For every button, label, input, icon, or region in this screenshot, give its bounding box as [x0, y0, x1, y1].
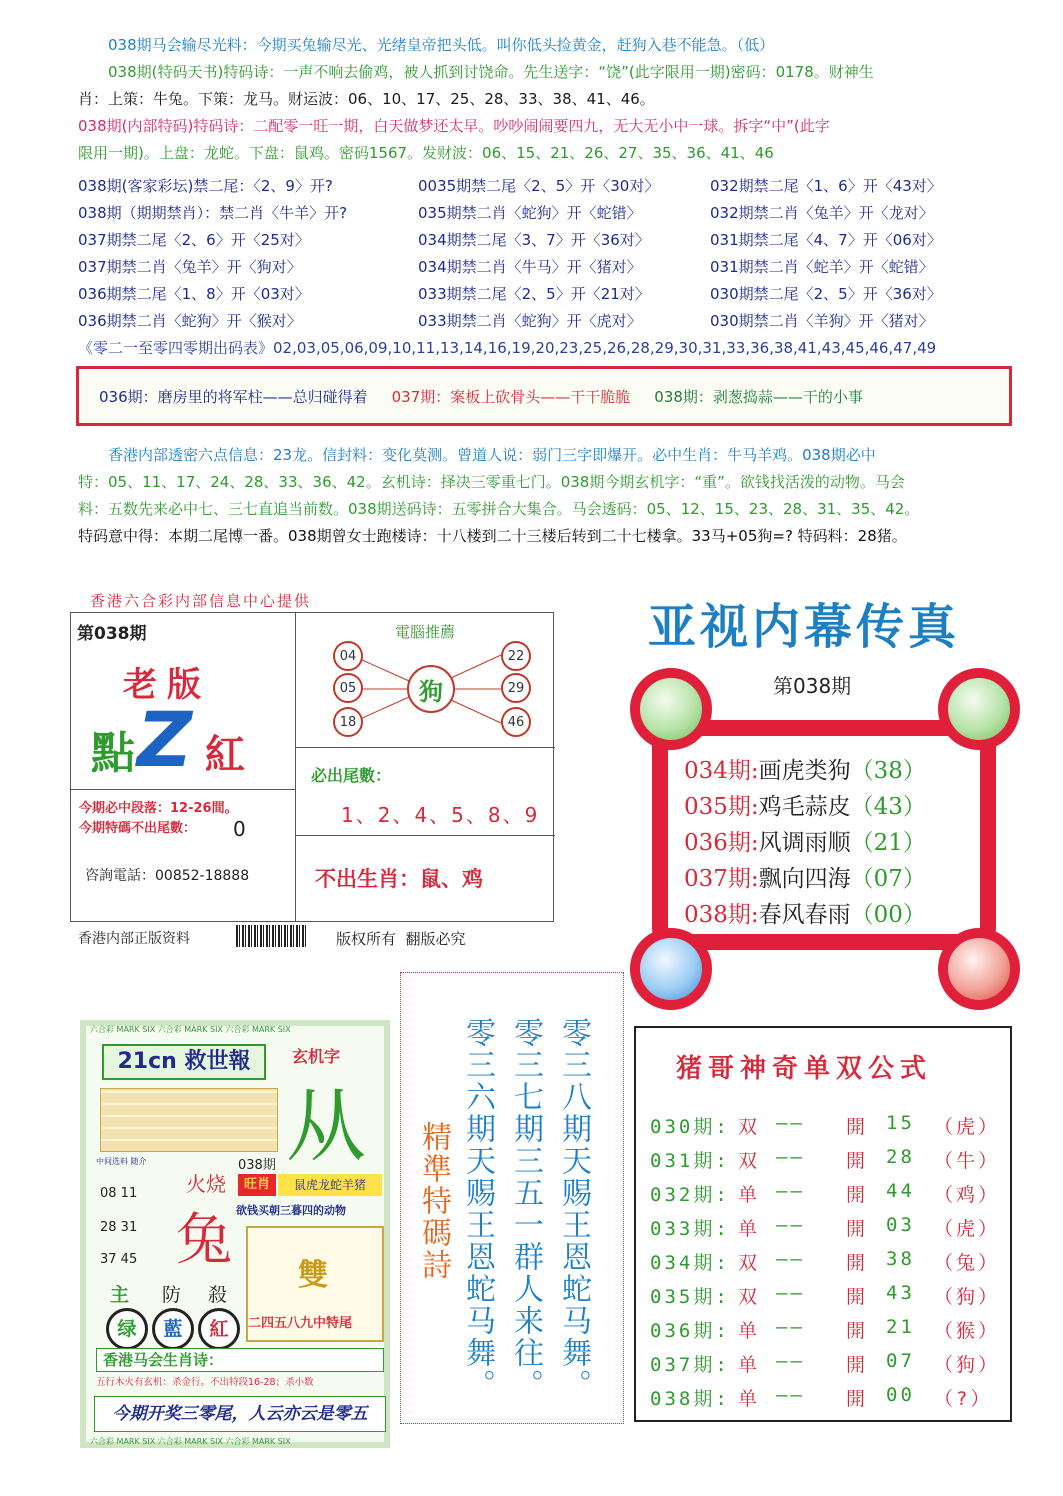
fax-phrase: 风调雨顺 [758, 830, 851, 856]
poem-box [400, 972, 624, 1424]
green-circle: 绿 [106, 1308, 148, 1350]
pairs-label: 中间选料 随介 [96, 1157, 147, 1166]
ban-cell: 035期禁二肖〈蛇狗〉开〈蛇错〉 [418, 204, 642, 222]
formula-dash: —— [776, 1350, 805, 1372]
card-segment: 今期必中段落：12-26間。 [79, 801, 238, 816]
formula-parity: 双 [738, 1116, 761, 1138]
ban-cell: 033期禁二肖〈蛇狗〉开〈虎对〉 [418, 312, 642, 330]
proverb-037: 037期：案板上砍骨头——干干脆脆 [391, 387, 631, 406]
pair: 37 45 [100, 1252, 138, 1267]
fax-issue-label: 038期: [684, 902, 759, 928]
red-ball [938, 928, 1020, 1010]
node-number: 29 [501, 673, 531, 703]
formula-parity: 单 [738, 1388, 761, 1410]
ban-cell: 032期禁二肖〈兔羊〉开〈龙对〉 [710, 204, 934, 222]
mark-six-strip: 六合彩 MARK SIX 六合彩 MARK SIX 六合彩 MARK SIX [90, 1025, 291, 1034]
riddle-character: 从 [286, 1080, 366, 1173]
formula-open: 開 [846, 1354, 869, 1376]
card-title: 香港六合彩内部信息中心提供 [90, 592, 312, 610]
formula-issue: 032期: [650, 1184, 730, 1206]
formula-number: 38 [886, 1248, 915, 1270]
formula-number: 43 [886, 1282, 915, 1304]
formula-dash: —— [776, 1214, 805, 1236]
barcode [236, 925, 308, 947]
blue-circle: 藍 [152, 1308, 194, 1350]
fax-row [684, 752, 926, 785]
ban-cell: 036期禁二肖〈蛇狗〉开〈猴对〉 [78, 312, 302, 330]
formula-zodiac: （狗） [934, 1286, 1001, 1308]
fax-issue-label: 037期: [684, 866, 759, 892]
fax-phrase: 画虎类狗 [758, 758, 851, 784]
node-number: 04 [333, 641, 363, 671]
formula-issue: 031期: [650, 1150, 730, 1172]
red-circle: 紅 [198, 1308, 240, 1350]
node-number: 05 [333, 673, 363, 703]
rabbit-character: 兔 [176, 1208, 232, 1273]
info-line1: 香港内部透密六点信息：23龙。信封料：变化莫测。曾道人说：弱门三字即爆开。必中生肖：牛马羊鸡。038期必中 [108, 446, 876, 464]
formula-parity: 单 [738, 1184, 761, 1206]
green-ball [630, 668, 712, 750]
pair: 08 11 [100, 1186, 138, 1201]
formula-zodiac: （鸡） [934, 1184, 1001, 1206]
tianshu-poem-line2: 肖：上策：牛兔。下策：龙马。财运波：06、10、17、25、28、33、38、41、46。 [78, 90, 655, 108]
formula-number: 03 [886, 1214, 915, 1236]
ban-cell: 034期禁二尾〈3、7〉开〈36对〉 [418, 231, 650, 249]
ban-cell: 037期禁二肖〈兔羊〉开〈狗对〉 [78, 258, 302, 276]
info-line2: 特：05、11、17、24、28、33、36、42。玄机诗：择决三零重七门。038期今期玄机字：“重”。欲钱找活泼的动物。马会 [78, 473, 905, 491]
card-no-zodiac: 不出生肖：鼠、鸡 [315, 867, 483, 891]
fax-issue-label: 035期: [684, 794, 759, 820]
info-card [70, 612, 554, 922]
card-no-digit-label: 今期特碼不出尾數： [79, 821, 197, 836]
formula-dash: —— [776, 1248, 805, 1270]
formula-zodiac: （?） [934, 1388, 993, 1410]
formula-zodiac: （虎） [934, 1218, 1001, 1240]
poem-column: 零三七期三五一群人来往。 [508, 1017, 543, 1401]
fax-issue: 第038期 [773, 674, 852, 698]
card-ink-z: Z [137, 695, 193, 784]
fax-phrase: 飘向四海 [758, 866, 851, 892]
formula-dash: —— [776, 1112, 805, 1134]
poem-column: 零三八期天赐王恩蛇马舞。 [556, 1017, 591, 1401]
card-center-zodiac: 狗 [407, 665, 455, 713]
ban-cell: 030期禁二肖〈羊狗〉开〈猪对〉 [710, 312, 934, 330]
pair: 28 31 [100, 1220, 138, 1235]
formula-dash: —— [776, 1384, 805, 1406]
node-number: 22 [501, 641, 531, 671]
formula-number: 07 [886, 1350, 915, 1372]
info-line4: 特码意中得：本期二尾博一番。038期曾女士跑楼诗：十八楼到二十三楼后转到二十七楼拿。33马+05狗=? 特码料：28猪。 [78, 527, 907, 545]
proverb-038: 038期：剥葱捣蒜——干的小事 [654, 387, 863, 406]
ban-cell: 030期禁二尾〈2、5〉开〈36对〉 [710, 285, 942, 303]
fax-title: 亚视内幕传真 [648, 599, 961, 655]
card-tails: 1、2、4、5、8、9 [341, 803, 540, 827]
fax-row [684, 788, 926, 821]
info-block [78, 442, 1038, 550]
card-recommend: 電腦推薦 [395, 623, 456, 641]
poem-column: 零三六期天赐王恩蛇马舞。 [460, 1017, 495, 1401]
double-character: 雙 [298, 1258, 328, 1293]
formula-open: 開 [846, 1184, 869, 1206]
formula-issue: 035期: [650, 1286, 730, 1308]
node-number: 46 [501, 707, 531, 737]
formula-parity: 单 [738, 1354, 761, 1376]
top-text-block [78, 32, 1038, 167]
formula-number: 44 [886, 1180, 915, 1202]
formula-issue: 030期: [650, 1116, 730, 1138]
paper-issue: 038期 [238, 1158, 276, 1173]
ban-cell: 037期禁二尾〈2、6〉开〈25对〉 [78, 231, 310, 249]
green-ball [938, 668, 1020, 750]
formula-zodiac: （虎） [934, 1116, 1001, 1138]
internal-poem-line1: 038期(内部特码)特码诗：二配零一旺一期，白天做梦还太早。吵吵闹闹要四九，无大无小中一球。拆字“中”(此字 [78, 117, 830, 135]
card-no-digit: 0 [233, 817, 246, 841]
node-number: 18 [333, 707, 363, 737]
proverb-036: 036期：磨房里的将军柱——总归碰得着 [99, 387, 368, 406]
fax-row [684, 824, 926, 857]
formula-dash: —— [776, 1146, 805, 1168]
card-issue: 第038期 [77, 624, 147, 644]
ban-cell: 032期禁二尾〈1、6〉开〈43对〉 [710, 177, 942, 195]
riddle-label: 玄机字 [292, 1047, 341, 1066]
ban-cell: 031期禁二肖〈蛇羊〉开〈蛇错〉 [710, 258, 934, 276]
card-tail-label: 必出尾數： [311, 766, 392, 785]
formula-parity: 双 [738, 1252, 761, 1274]
formula-zodiac: （狗） [934, 1354, 1001, 1376]
formula-parity: 单 [738, 1218, 761, 1240]
formula-number: 15 [886, 1112, 915, 1134]
formula-open: 開 [846, 1286, 869, 1308]
fax-number: （07） [850, 866, 926, 892]
card-foot-right: 版权所有 翻版必究 [336, 930, 466, 948]
paper-note: 五行木火有玄机：杀金行。不出特段16-28；杀小数 [96, 1377, 314, 1388]
fax-number: （21） [850, 830, 926, 856]
poem-label: 精準特碼詩 [416, 1121, 451, 1281]
fax-row [684, 860, 926, 893]
fax-number: （38） [850, 758, 926, 784]
formula-parity: 双 [738, 1150, 761, 1172]
formula-open: 開 [846, 1150, 869, 1172]
formula-open: 開 [846, 1388, 869, 1410]
fire-label: 火烧 [186, 1172, 226, 1196]
main-label: 主 [110, 1284, 130, 1306]
fax-number: （43） [850, 794, 926, 820]
newspaper-panel [80, 1020, 390, 1448]
formula-dash: —— [776, 1180, 805, 1202]
formula-parity: 单 [738, 1320, 761, 1342]
poem-label: 香港马会生肖诗： [96, 1348, 384, 1372]
proverb-box [76, 366, 1012, 426]
ban-cell: 031期禁二尾〈4、7〉开〈06对〉 [710, 231, 942, 249]
formula-number: 00 [886, 1384, 915, 1406]
horse-race-clue: 038期马会输尽光料：今期买兔输尽光、光绪皇帝把头低。叫你低头捡黄金，赶狗入巷不能急。（低） [108, 36, 775, 54]
wish-line: 欲钱买朝三暮四的动物 [236, 1204, 346, 1217]
wang-zodiacs: 鼠虎龙蛇羊猪 [278, 1174, 382, 1196]
ban-table [78, 173, 1048, 335]
formula-open: 開 [846, 1252, 869, 1274]
mark-six-strip: 六合彩 MARK SIX 六合彩 MARK SIX 六合彩 MARK SIX [90, 1437, 291, 1446]
formula-title: 猪哥神奇单双公式 [676, 1054, 933, 1084]
ban-cell: 038期（期期禁肖）：禁二肖〈牛羊〉开? [78, 204, 348, 222]
card-foot-left: 香港内部正版资料 [78, 931, 190, 947]
ban-cell: 033期禁二尾〈2、5〉开〈21对〉 [418, 285, 650, 303]
formula-open: 開 [846, 1116, 869, 1138]
ban-cell: 034期禁二肖〈牛马〉开〈猪对〉 [418, 258, 642, 276]
paper-slogan: 今期开奖三零尾，人云亦云是零五 [94, 1396, 386, 1432]
blue-ball [630, 928, 712, 1010]
formula-open: 開 [846, 1218, 869, 1240]
formula-parity: 双 [738, 1286, 761, 1308]
wang-label: 旺肖 [238, 1174, 276, 1196]
card-ink-red: 紅 [205, 731, 245, 778]
ban-cell: 038期(客家彩坛)禁二尾：〈2、9〉开? [78, 177, 333, 195]
formula-zodiac: （猴） [934, 1320, 1001, 1342]
formula-number: 21 [886, 1316, 915, 1338]
draw-number-table: 《零二一至零四零期出码表》02,03,05,06,09,10,11,13,14,16,19,20,23,25,26,28,29,30,31,33,36,38,41,43,45,46,47,49 [78, 339, 937, 357]
tail-line: 二四五八九中特尾 [248, 1316, 353, 1331]
guard-label: 防 [162, 1284, 182, 1306]
formula-issue: 034期: [650, 1252, 730, 1274]
card-version: 老版 [123, 665, 211, 705]
formula-dash: —— [776, 1316, 805, 1338]
formula-dash: —— [776, 1282, 805, 1304]
fax-phrase: 春风春雨 [758, 902, 851, 928]
formula-zodiac: （兔） [934, 1252, 1001, 1274]
fax-number: （00） [850, 902, 926, 928]
formula-number: 28 [886, 1146, 915, 1168]
paper-name: 21cn 救世報 [102, 1044, 266, 1080]
tianshu-poem-line1: 038期(特码天书)特码诗：一声不响去偷鸡，被人抓到讨饶命。先生送字：“饶”(此字限用一期)密码：0178。财神生 [108, 63, 874, 81]
kill-label: 殺 [208, 1284, 228, 1306]
card-ink-dot: 點 [91, 728, 135, 779]
ban-cell: 0035期禁二尾〈2、5〉开〈30对〉 [418, 177, 660, 195]
formula-issue: 036期: [650, 1320, 730, 1342]
card-phone: 咨詢電話：00852-18888 [85, 868, 250, 884]
ban-cell: 036期禁二尾〈1、8〉开〈03对〉 [78, 285, 310, 303]
watermark [340, 120, 395, 249]
formula-zodiac: （牛） [934, 1150, 1001, 1172]
fax-phrase: 鸡毛蒜皮 [758, 794, 851, 820]
formula-issue: 038期: [650, 1388, 730, 1410]
formula-open: 開 [846, 1320, 869, 1342]
stats-table [100, 1088, 278, 1152]
fax-issue-label: 036期: [684, 830, 759, 856]
internal-poem-line2: 限用一期)。上盘：龙蛇。下盘：鼠鸡。密码1567。发财波：06、15、21、26、27、35、36、41、46 [78, 144, 774, 162]
info-line3: 料：五数先来必中七、三七直追当前数。038期送码诗：五零拼合大集合。马会透码：05、12、15、23、28、31、35、42。 [78, 500, 920, 518]
fax-issue-label: 034期: [684, 758, 759, 784]
formula-issue: 037期: [650, 1354, 730, 1376]
formula-issue: 033期: [650, 1218, 730, 1240]
fax-row [684, 896, 926, 929]
